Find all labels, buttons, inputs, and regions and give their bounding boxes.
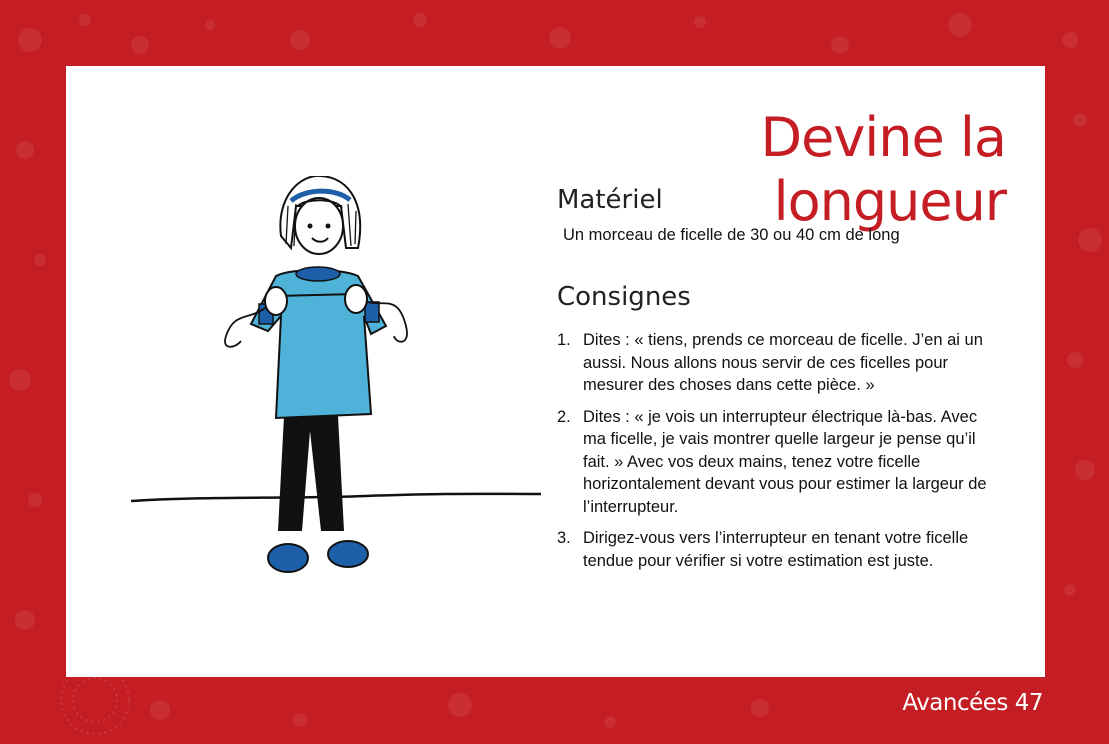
consigne-step — [557, 527, 987, 572]
step-number: 2. — [557, 407, 571, 426]
page-footer: Avancées 47 — [902, 690, 1043, 716]
card-title: Devine la longueur — [760, 106, 1006, 233]
girl-holding-string-illustration — [126, 176, 546, 596]
consigne-step — [557, 329, 987, 397]
step-number: 3. — [557, 529, 571, 547]
step-text: Dirigez-vous vers l’interrupteur en tenant votre ficelle tendue pour vérifier si votre estimation est juste. — [583, 529, 969, 570]
consigne-step — [557, 406, 987, 519]
step-number: 1. — [557, 331, 571, 349]
activity-card — [66, 66, 1045, 677]
consignes-list — [557, 329, 987, 581]
consignes-heading: Consignes — [557, 282, 691, 312]
materiel-text: Un morceau de ficelle de 30 ou 40 cm de long — [563, 226, 900, 244]
step-text: Dites : « je vois un interrupteur électrique là-bas. Avec ma ficelle, je vais montrer quelle largeur je pense qu’il fait. » Avec vos deux mains, tenez votre ficelle horizontalement devant vous pour estimer la largeur de l’interrupteur. — [583, 407, 987, 516]
materiel-heading: Matériel — [557, 185, 663, 215]
step-text: Dites : « tiens, prends ce morceau de ficelle. J’en ai un aussi. Nous allons nous servir de ces ficelles pour mesurer des choses dans cette pièce. » — [583, 331, 983, 394]
